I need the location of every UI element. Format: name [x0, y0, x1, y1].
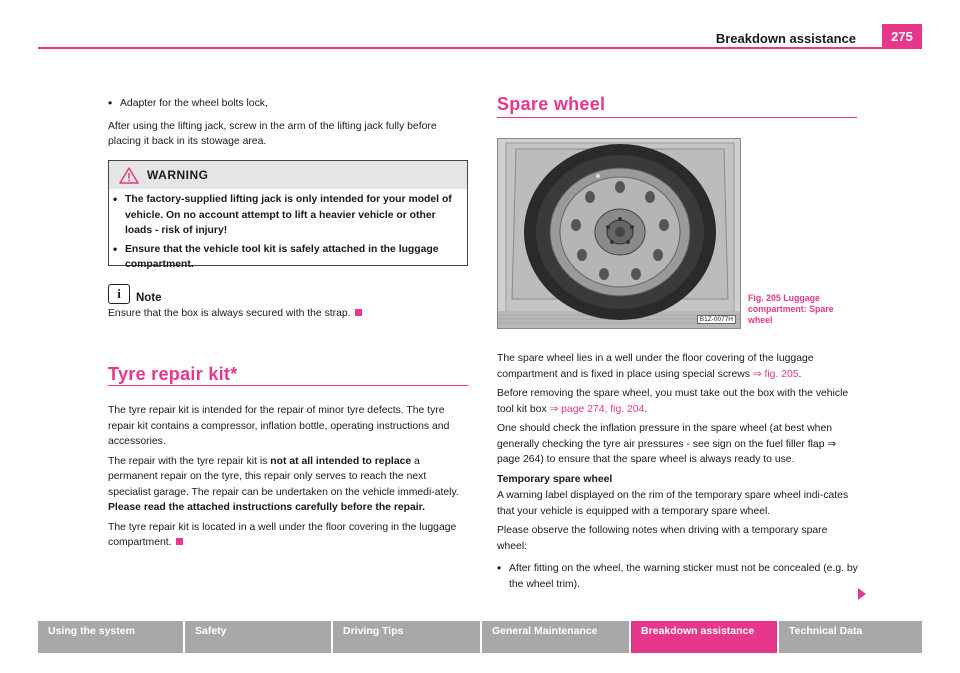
warning-body: [109, 189, 467, 273]
tyre-repair-title: Tyre repair kit*: [108, 364, 238, 384]
warning-box: [108, 160, 468, 270]
section-end-icon: [176, 538, 183, 545]
warning-title: WARNING: [147, 168, 209, 182]
spare-para-2-text: Before removing the spare wheel, you must take out the box with the vehicle tool kit box: [497, 388, 849, 415]
tyre-repair-para-2-bold: not at all intended to replace: [270, 455, 412, 467]
spare-bullet-1-text: After fitting on the wheel, the warning sticker must not be concealed (e.g. by the wheel trim).: [509, 563, 858, 590]
spare-para-5: Please observe the following notes when driving with a temporary spare wheel:: [497, 525, 828, 552]
spare-para-2: [497, 386, 859, 417]
tab-driving-tips[interactable]: Driving Tips: [333, 621, 480, 653]
bullet-dot-icon: •: [108, 96, 113, 110]
tab-using-the-system[interactable]: Using the system: [38, 621, 183, 653]
link-page-274[interactable]: ⇒ page 274, fig. 204: [549, 403, 645, 415]
footer-nav: [38, 621, 922, 653]
temp-spare-subhead-text: Temporary spare wheel: [497, 473, 613, 485]
section-end-icon: [355, 309, 362, 316]
tyre-repair-para-3-text: The tyre repair kit is located in a well under the floor covering in the luggage compartment.: [108, 521, 457, 548]
tyre-repair-para-2-b: a permanent repair on the tyre, this repair only serves to reach the next specialist garage. The repair can be undertaken on the vehicle immedi-ately.: [108, 455, 459, 498]
warning-bullet-2-text: Ensure that the vehicle tool kit is safely attached in the luggage compartment.: [125, 243, 439, 270]
spare-para-2-end: .: [644, 403, 648, 415]
spare-wheel-rule: [497, 117, 857, 118]
spare-para-4: A warning label displayed on the rim of the temporary spare wheel indi-cates that your vehicle is equipped with a temporary spare wheel.: [497, 490, 849, 517]
bullet-dot-icon: •: [113, 241, 118, 256]
figure-spare-wheel: [497, 138, 741, 329]
tyre-repair-rule: [108, 385, 468, 386]
warning-triangle-icon: [119, 167, 139, 184]
bullet-adapter: [108, 96, 470, 112]
spare-wheel-title: Spare wheel: [497, 94, 606, 114]
page-number: 275: [882, 24, 922, 48]
spare-para-3: One should check the inflation pressure in the spare wheel (at best when generally checking the tyre air pressures - see sign on the fuel filler flap ⇒ page 264) to ensure that the spare wheel is always ready to use.: [497, 423, 837, 465]
tab-breakdown-assistance[interactable]: Breakdown assistance: [631, 621, 777, 653]
spare-wheel-body: [497, 351, 859, 592]
tyre-repair-para-3: [108, 520, 470, 551]
tyre-repair-para-2-a: The repair with the tyre repair kit is: [108, 455, 271, 467]
header-rule: [38, 47, 922, 49]
para-lifting: After using the lifting jack, screw in the arm of the lifting jack fully before placing it back in its stowage area.: [108, 120, 437, 147]
tab-safety[interactable]: Safety: [185, 621, 331, 653]
page-header-title: Breakdown assistance: [715, 31, 856, 46]
spare-para-1-end: .: [798, 368, 802, 380]
bullet-dot-icon: •: [113, 192, 118, 206]
left-intro: [108, 96, 470, 154]
tyre-repair-para-1: The tyre repair kit is intended for the repair of minor tyre defects. The tyre repair kit contains a compressor, inflation bottle, operating instructions and accessories.: [108, 405, 450, 447]
bullet-dot-icon: •: [497, 561, 502, 575]
spare-para-1-text: The spare wheel lies in a well under the floor covering of the luggage compartment and is fixed in place using special screws: [497, 353, 814, 380]
tab-general-maintenance[interactable]: General Maintenance: [482, 621, 629, 653]
tyre-repair-para-2: [108, 454, 470, 516]
tyre-repair-body: [108, 403, 470, 555]
tyre-repair-para-2-bold-2: Please read the attached instructions carefully before the repair.: [108, 502, 426, 513]
note-body: [108, 306, 470, 322]
warning-header: [109, 161, 467, 189]
temp-spare-subhead: [497, 472, 859, 488]
link-fig-205[interactable]: ⇒ fig. 205: [752, 368, 799, 380]
bullet-adapter-text: Adapter for the wheel bolts lock,: [120, 98, 268, 109]
note-info-icon: i: [108, 284, 130, 304]
spare-bullet-1: [497, 561, 859, 592]
next-page-arrow-icon[interactable]: [858, 588, 866, 600]
figure-caption: Fig. 205 Luggage compartment: Spare wheel: [748, 293, 834, 325]
note-header: [108, 284, 162, 304]
warning-bullet-1: [113, 192, 463, 239]
spare-para-1: [497, 351, 859, 382]
note-title: Note: [136, 292, 162, 304]
figure-code: B1Z-0077H: [697, 315, 736, 324]
tab-technical-data[interactable]: Technical Data: [779, 621, 922, 653]
spare-wheel-illustration: [498, 139, 741, 329]
note-text: Ensure that the box is always secured with the strap.: [108, 308, 351, 319]
warning-bullet-1-text: The factory-supplied lifting jack is only intended for your model of vehicle. On no account attempt to lift a heavier vehicle or other loads - risk of injury!: [125, 194, 452, 236]
warning-bullet-2: [113, 242, 463, 273]
